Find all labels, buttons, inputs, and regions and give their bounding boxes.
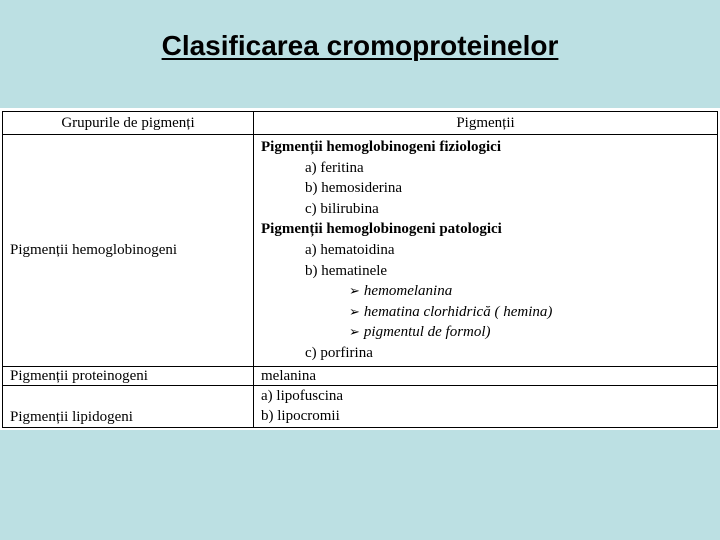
list-item: b) hemosiderina	[305, 180, 403, 197]
subgroup-fiziologici: Pigmenții hemoglobinogeni fiziologici	[261, 139, 501, 155]
bullet-item	[261, 322, 710, 343]
subgroup-patologici: Pigmenții hemoglobinogeni patologici	[261, 221, 502, 238]
list-item: b) hematinele	[305, 262, 388, 279]
arrowhead-bullet-icon: ➢	[349, 284, 360, 300]
list-item: a) feritina	[305, 159, 364, 176]
table-header-row	[3, 112, 718, 135]
table-panel	[0, 108, 720, 430]
list-item: c) bilirubina	[305, 200, 379, 217]
group-lipidogeni: Pigmenții lipidogeni	[3, 385, 254, 427]
pigments-hemoglobinogeni	[254, 135, 718, 367]
classification-table	[2, 111, 718, 428]
list-item: b) lipocromii	[261, 408, 340, 425]
bullet-item-label: hemomelanina	[363, 283, 453, 300]
header-groups: Grupurile de pigmenți	[3, 112, 254, 135]
arrowhead-bullet-icon: ➢	[349, 304, 360, 320]
header-pigments: Pigmenții	[254, 112, 718, 135]
bullet-item	[261, 281, 710, 302]
bullet-item	[261, 302, 710, 323]
group-hemoglobinogeni: Pigmenții hemoglobinogeni	[3, 135, 254, 367]
pigments-proteinogeni: melanina	[254, 366, 718, 385]
table-row	[3, 385, 718, 427]
table-row	[3, 135, 718, 367]
group-proteinogeni: Pigmenții proteinogeni	[3, 366, 254, 385]
list-item: c) porfirina	[305, 344, 373, 361]
bullet-item-label: hematina clorhidrică ( hemina)	[363, 303, 553, 320]
list-item: a) hematoidina	[305, 241, 395, 258]
arrowhead-bullet-icon: ➢	[349, 325, 360, 341]
bullet-item-label: pigmentul de formol)	[363, 324, 491, 341]
table-row	[3, 366, 718, 385]
slide-title: Clasificarea cromoproteinelor	[161, 30, 559, 61]
pigments-lipidogeni	[254, 385, 718, 427]
list-item: a) lipofuscina	[261, 387, 344, 404]
